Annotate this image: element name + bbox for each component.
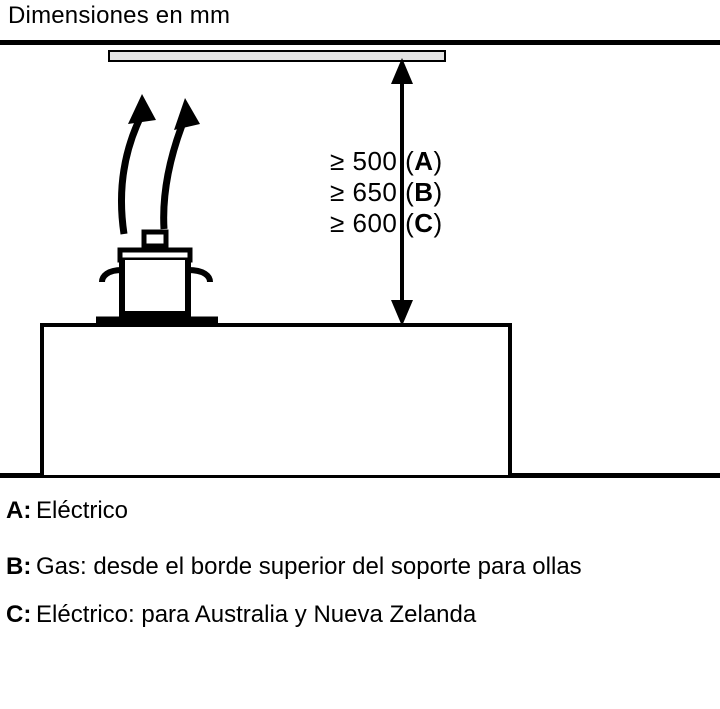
dimension-label-a: ≥ 500 (A)	[330, 146, 443, 176]
legend-key-b: B:	[6, 553, 32, 580]
top-divider-line	[0, 40, 720, 45]
legend-item-c	[6, 600, 706, 630]
legend-item-b	[6, 552, 706, 582]
legend-key-c: C:	[6, 601, 32, 628]
page-title: Dimensiones en mm	[8, 2, 231, 29]
cooking-pot-and-steam	[92, 84, 232, 326]
legend-text-a: Eléctrico	[36, 497, 129, 524]
steam-arrowhead-left	[128, 94, 156, 124]
legend-item-a	[6, 496, 706, 526]
legend-key-a: A:	[6, 497, 32, 524]
pot-lid	[120, 250, 190, 260]
steam-arrowhead-right	[174, 98, 200, 130]
cooktop-counter	[40, 323, 512, 475]
pot-knob	[144, 232, 166, 246]
legend-text-c: Eléctrico: para Australia y Nueva Zelanda	[36, 601, 477, 628]
pot-body	[122, 260, 188, 314]
legend	[6, 496, 706, 630]
legend-text-b: Gas: desde el borde superior del soporte para ollas	[36, 553, 582, 580]
dimension-label-b: ≥ 650 (B)	[330, 177, 443, 207]
dimension-label-c: ≥ 600 (C)	[330, 208, 443, 238]
pot-handle-right	[188, 270, 210, 282]
steam-arrows	[121, 114, 184, 234]
dimension-labels	[330, 146, 443, 239]
